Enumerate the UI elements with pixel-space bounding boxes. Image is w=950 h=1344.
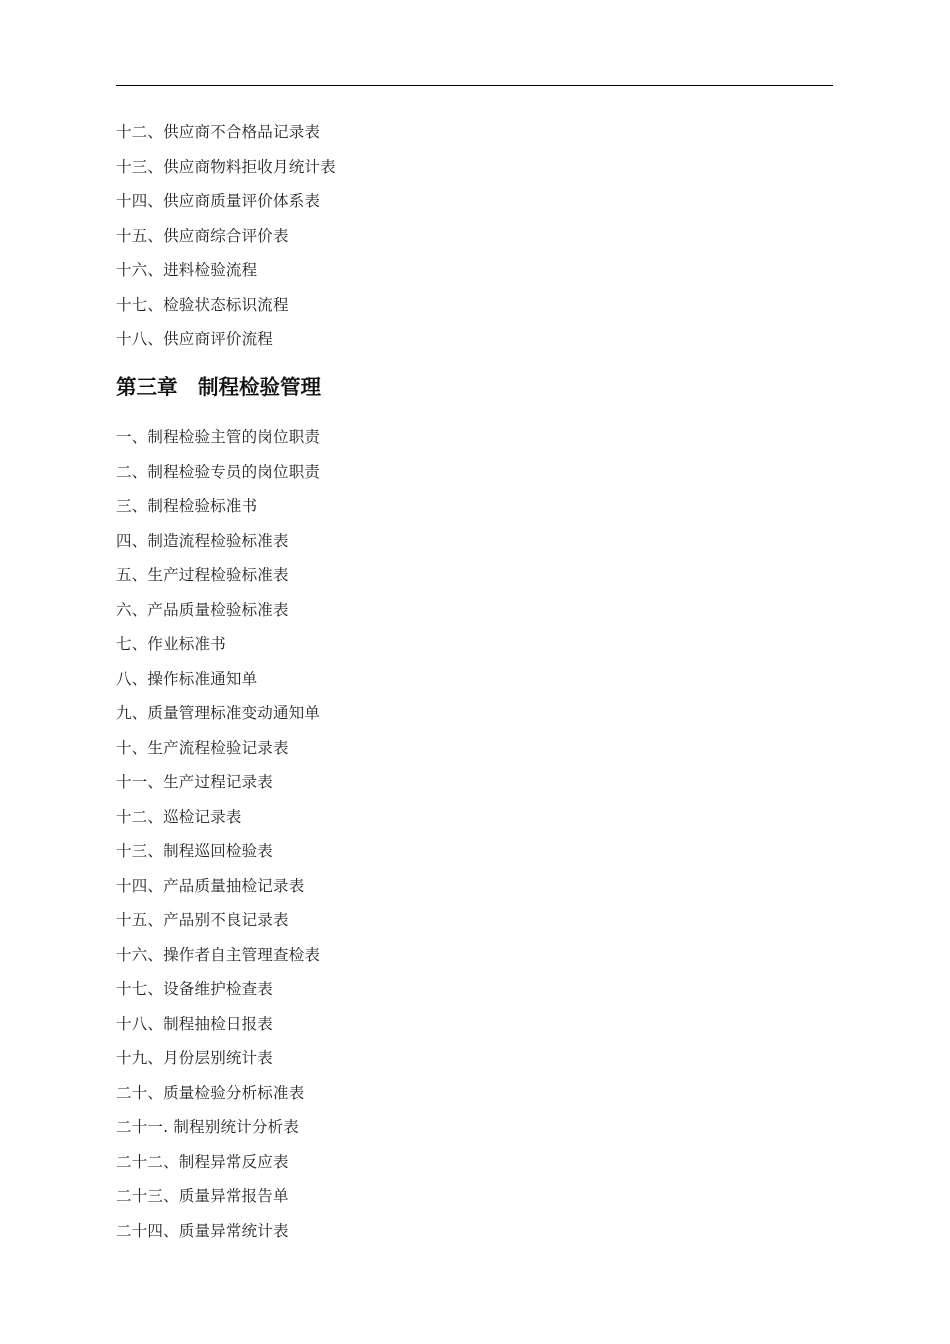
- list-item: 十二、供应商不合格品记录表: [116, 123, 321, 141]
- list-item: 十六、进料检验流程: [116, 261, 258, 279]
- list-item: 十二、巡检记录表: [116, 807, 242, 826]
- list-item: 十四、供应商质量评价体系表: [116, 192, 321, 210]
- chapter-title: 第三章 制程检验管理: [116, 375, 321, 399]
- header-rule: [116, 85, 833, 86]
- list-item: 十六、操作者自主管理查检表: [116, 945, 321, 964]
- list-item: 二十四、质量异常统计表: [116, 1221, 289, 1240]
- list-item: 六、产品质量检验标准表: [116, 600, 289, 619]
- list-item: 十四、产品质量抽检记录表: [116, 876, 305, 895]
- list-item: 十八、制程抽检日报表: [116, 1014, 274, 1033]
- list-item: 十五、产品别不良记录表: [116, 911, 289, 929]
- list-item: 十七、设备维护检查表: [116, 980, 274, 998]
- list-item: 一、制程检验主管的岗位职责: [116, 428, 321, 446]
- list-item: 四、制造流程检验标准表: [116, 531, 289, 550]
- list-item: 七、作业标准书: [116, 635, 226, 653]
- list-item: 九、质量管理标准变动通知单: [116, 704, 321, 722]
- list-item: 十八、供应商评价流程: [116, 330, 274, 348]
- list-item: 十五、供应商综合评价表: [116, 226, 289, 245]
- list-item: 十、生产流程检验记录表: [116, 738, 289, 757]
- list-item: 八、操作标准通知单: [116, 669, 258, 688]
- chapter-item-list: [116, 425, 320, 1253]
- list-item: 二十、质量检验分析标准表: [116, 1083, 305, 1102]
- list-item: 十一、生产过程记录表: [116, 773, 274, 791]
- list-item: 十九、月份层别统计表: [116, 1049, 274, 1067]
- list-item: 二十三、质量异常报告单: [116, 1187, 289, 1205]
- list-item: 十七、检验状态标识流程: [116, 295, 289, 314]
- list-item: 三、制程检验标准书: [116, 497, 258, 515]
- previous-chapter-list: [116, 120, 336, 362]
- list-item: 二十一. 制程别统计分析表: [116, 1118, 299, 1136]
- list-item: 十三、制程巡回检验表: [116, 842, 274, 860]
- list-item: 二十二、制程异常反应表: [116, 1152, 289, 1171]
- list-item: 二、制程检验专员的岗位职责: [116, 462, 321, 481]
- list-item: 十三、供应商物料拒收月统计表: [116, 157, 336, 176]
- list-item: 五、生产过程检验标准表: [116, 566, 289, 584]
